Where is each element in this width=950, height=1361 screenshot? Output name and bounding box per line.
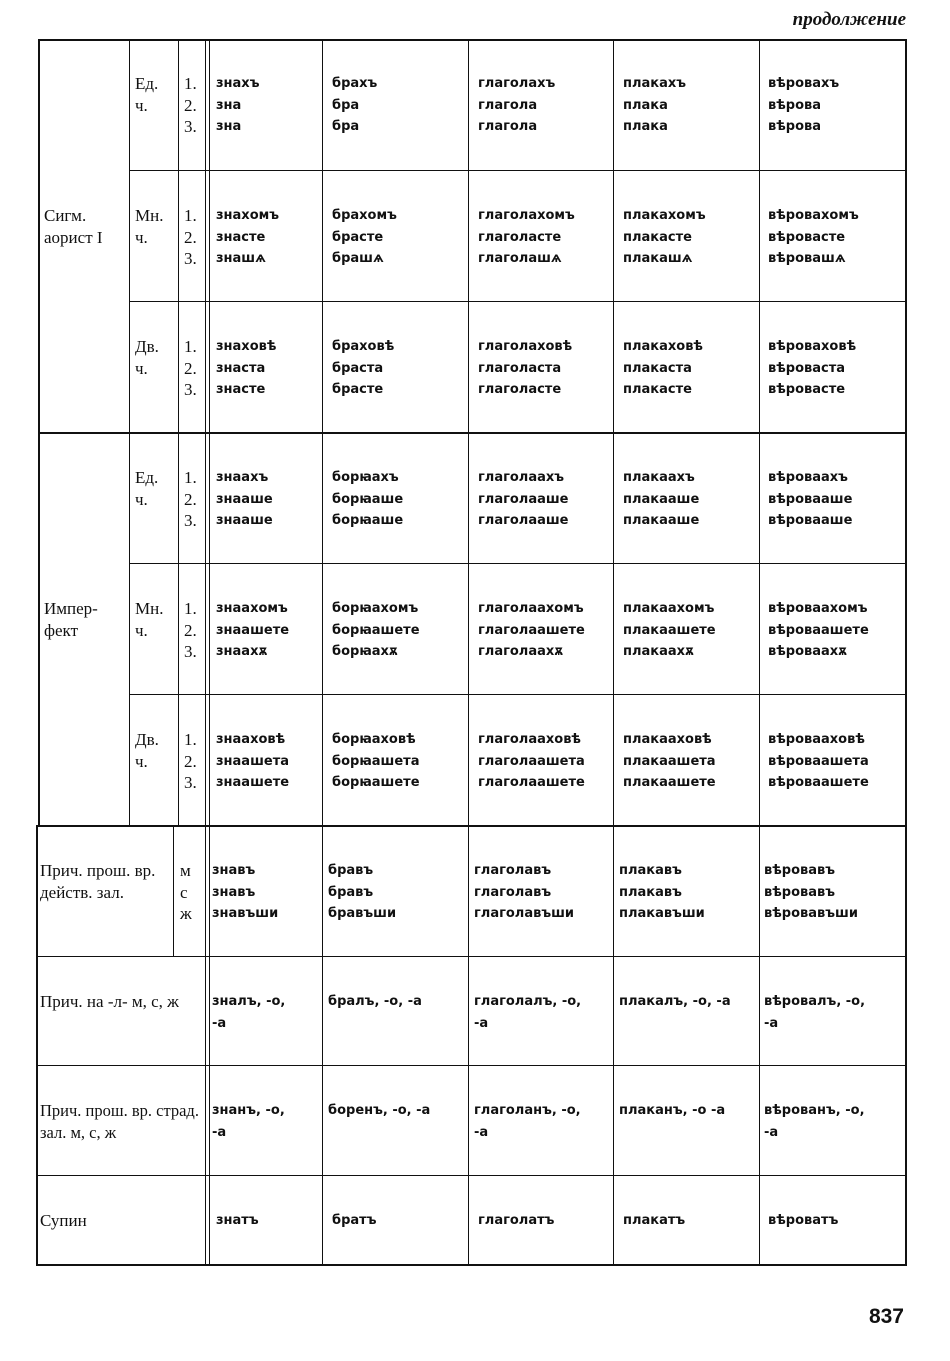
imperfect-dual-znati: знааховѣ знаашета знаашете	[216, 732, 290, 790]
supine-brati: братъ	[332, 1213, 377, 1228]
aorist-singular-plakati: плакахъ плака плака	[623, 76, 687, 134]
aorist-label: Сигм. аорист I	[44, 206, 103, 247]
imperfect-singular-persons: 1. 2. 3.	[184, 468, 197, 530]
past-passive-participle-label: Прич. прош. вр. страд. зал. м, с, ж	[40, 1101, 199, 1142]
imperfect-dual-brati: борꙗаховѣ борꙗашета борꙗашете	[332, 732, 420, 790]
past-active-participle-label: Прич. прош. вр. действ. зал.	[40, 861, 156, 902]
aorist-dual-label: Дв. ч.	[135, 337, 159, 378]
aorist-singular-brati: брахъ бра бра	[332, 76, 378, 134]
l-participle-verovati: вѣровалъ, -о, -а	[764, 994, 866, 1031]
past-active-participle-znati: знавъ знавъ знавъши	[212, 863, 279, 921]
aorist-singular-glagolati: глаголахъ глагола глагола	[478, 76, 556, 134]
imperfect-singular-znati: знаахъ знааше знааше	[216, 470, 273, 528]
supine-plakati: плакатъ	[623, 1213, 686, 1228]
imperfect-singular-glagolati: глаголаахъ глаголааше глаголааше	[478, 470, 569, 528]
l-participle-label: Прич. на -л- м, с, ж	[40, 992, 179, 1011]
aorist-plural-plakati: плакахомъ плакасте плакашѧ	[623, 208, 706, 266]
past-active-participle-plakati: плакавъ плакавъ плакавъши	[619, 863, 705, 921]
imperfect-singular-brati: борꙗахъ борꙗаше борꙗаше	[332, 470, 404, 528]
l-participle-plakati: плакалъ, -о, -а	[619, 994, 731, 1009]
aorist-dual-glagolati: глаголаховѣ глаголаста глаголасте	[478, 339, 573, 397]
past-passive-participle-brati: боренъ, -о, -а	[328, 1103, 431, 1118]
aorist-singular-persons: 1. 2. 3.	[184, 74, 197, 136]
aorist-plural-label: Мн. ч.	[135, 206, 164, 247]
imperfect-plural-glagolati: глаголаахомъ глаголаашете глаголаахѫ	[478, 601, 585, 659]
aorist-plural-brati: брахомъ брасте брашѧ	[332, 208, 397, 266]
past-active-participle-verovati: вѣровавъ вѣровавъ вѣровавъши	[764, 863, 858, 921]
past-passive-participle-znati: знанъ, -о, -а	[212, 1103, 285, 1140]
past-active-participle-glagolati: глаголавъ глаголавъ глаголавъши	[474, 863, 575, 921]
aorist-dual-brati: браховѣ браста брасте	[332, 339, 395, 397]
imperfect-label: Импер- фект	[44, 599, 98, 640]
imperfect-singular-plakati: плакаахъ плакааше плакааше	[623, 470, 700, 528]
imperfect-dual-glagolati: глаголааховѣ глаголаашета глаголаашете	[478, 732, 585, 790]
imperfect-dual-label: Дв. ч.	[135, 730, 159, 771]
aorist-plural-verovati: вѣровахомъ вѣровасте вѣровашѧ	[768, 208, 859, 266]
aorist-dual-persons: 1. 2. 3.	[184, 337, 197, 399]
supine-label: Супин	[40, 1211, 87, 1230]
imperfect-plural-persons: 1. 2. 3.	[184, 599, 197, 661]
imperfect-dual-plakati: плакааховѣ плакаашета плакаашете	[623, 732, 716, 790]
aorist-singular-label: Ед. ч.	[135, 74, 159, 115]
imperfect-plural-label: Мн. ч.	[135, 599, 164, 640]
aorist-dual-plakati: плакаховѣ плакаста плакасте	[623, 339, 703, 397]
continuation-header: продолжение	[792, 9, 906, 30]
past-passive-participle-verovati: вѣрованъ, -о, -а	[764, 1103, 865, 1140]
supine-verovati: вѣроватъ	[768, 1213, 839, 1228]
supine-glagolati: глаголатъ	[478, 1213, 555, 1228]
aorist-dual-znati: знаховѣ знаста знасте	[216, 339, 277, 397]
imperfect-plural-brati: борꙗахомъ борꙗашете борꙗахѫ	[332, 601, 420, 659]
aorist-singular-verovati: вѣровахъ вѣрова вѣрова	[768, 76, 840, 134]
aorist-plural-znati: знахомъ знасте знашѧ	[216, 208, 280, 266]
l-participle-brati: бралъ, -о, -а	[328, 994, 422, 1009]
aorist-plural-persons: 1. 2. 3.	[184, 206, 197, 268]
imperfect-singular-verovati: вѣроваахъ вѣровааше вѣровааше	[768, 470, 853, 528]
l-participle-glagolati: глаголалъ, -о, -а	[474, 994, 582, 1031]
imperfect-plural-verovati: вѣроваахомъ вѣроваашете вѣроваахѫ	[768, 601, 869, 659]
page-number: 837	[868, 1305, 904, 1328]
l-participle-znati: зналъ, -о, -а	[212, 994, 286, 1031]
imperfect-dual-persons: 1. 2. 3.	[184, 730, 197, 792]
imperfect-singular-label: Ед. ч.	[135, 468, 159, 509]
past-active-participle-brati: бравъ бравъ бравъши	[328, 863, 397, 921]
aorist-singular-znati: знахъ зна зна	[216, 76, 260, 134]
imperfect-plural-plakati: плакаахомъ плакаашете плакаахѫ	[623, 601, 716, 659]
past-passive-participle-plakati: плаканъ, -о -а	[619, 1103, 726, 1118]
past-passive-participle-glagolati: глаголанъ, -о, -а	[474, 1103, 581, 1140]
imperfect-dual-verovati: вѣроваaховѣ вѣроваашета вѣроваашете	[768, 732, 869, 790]
aorist-dual-verovati: вѣроваховѣ вѣроваста вѣровасте	[768, 339, 857, 397]
imperfect-plural-znati: знаахомъ знаашете знаахѫ	[216, 601, 290, 659]
supine-znati: знатъ	[216, 1213, 259, 1228]
aorist-plural-glagolati: глаголахомъ глаголасте глаголашѧ	[478, 208, 575, 266]
gender-labels: м с ж	[180, 861, 192, 923]
